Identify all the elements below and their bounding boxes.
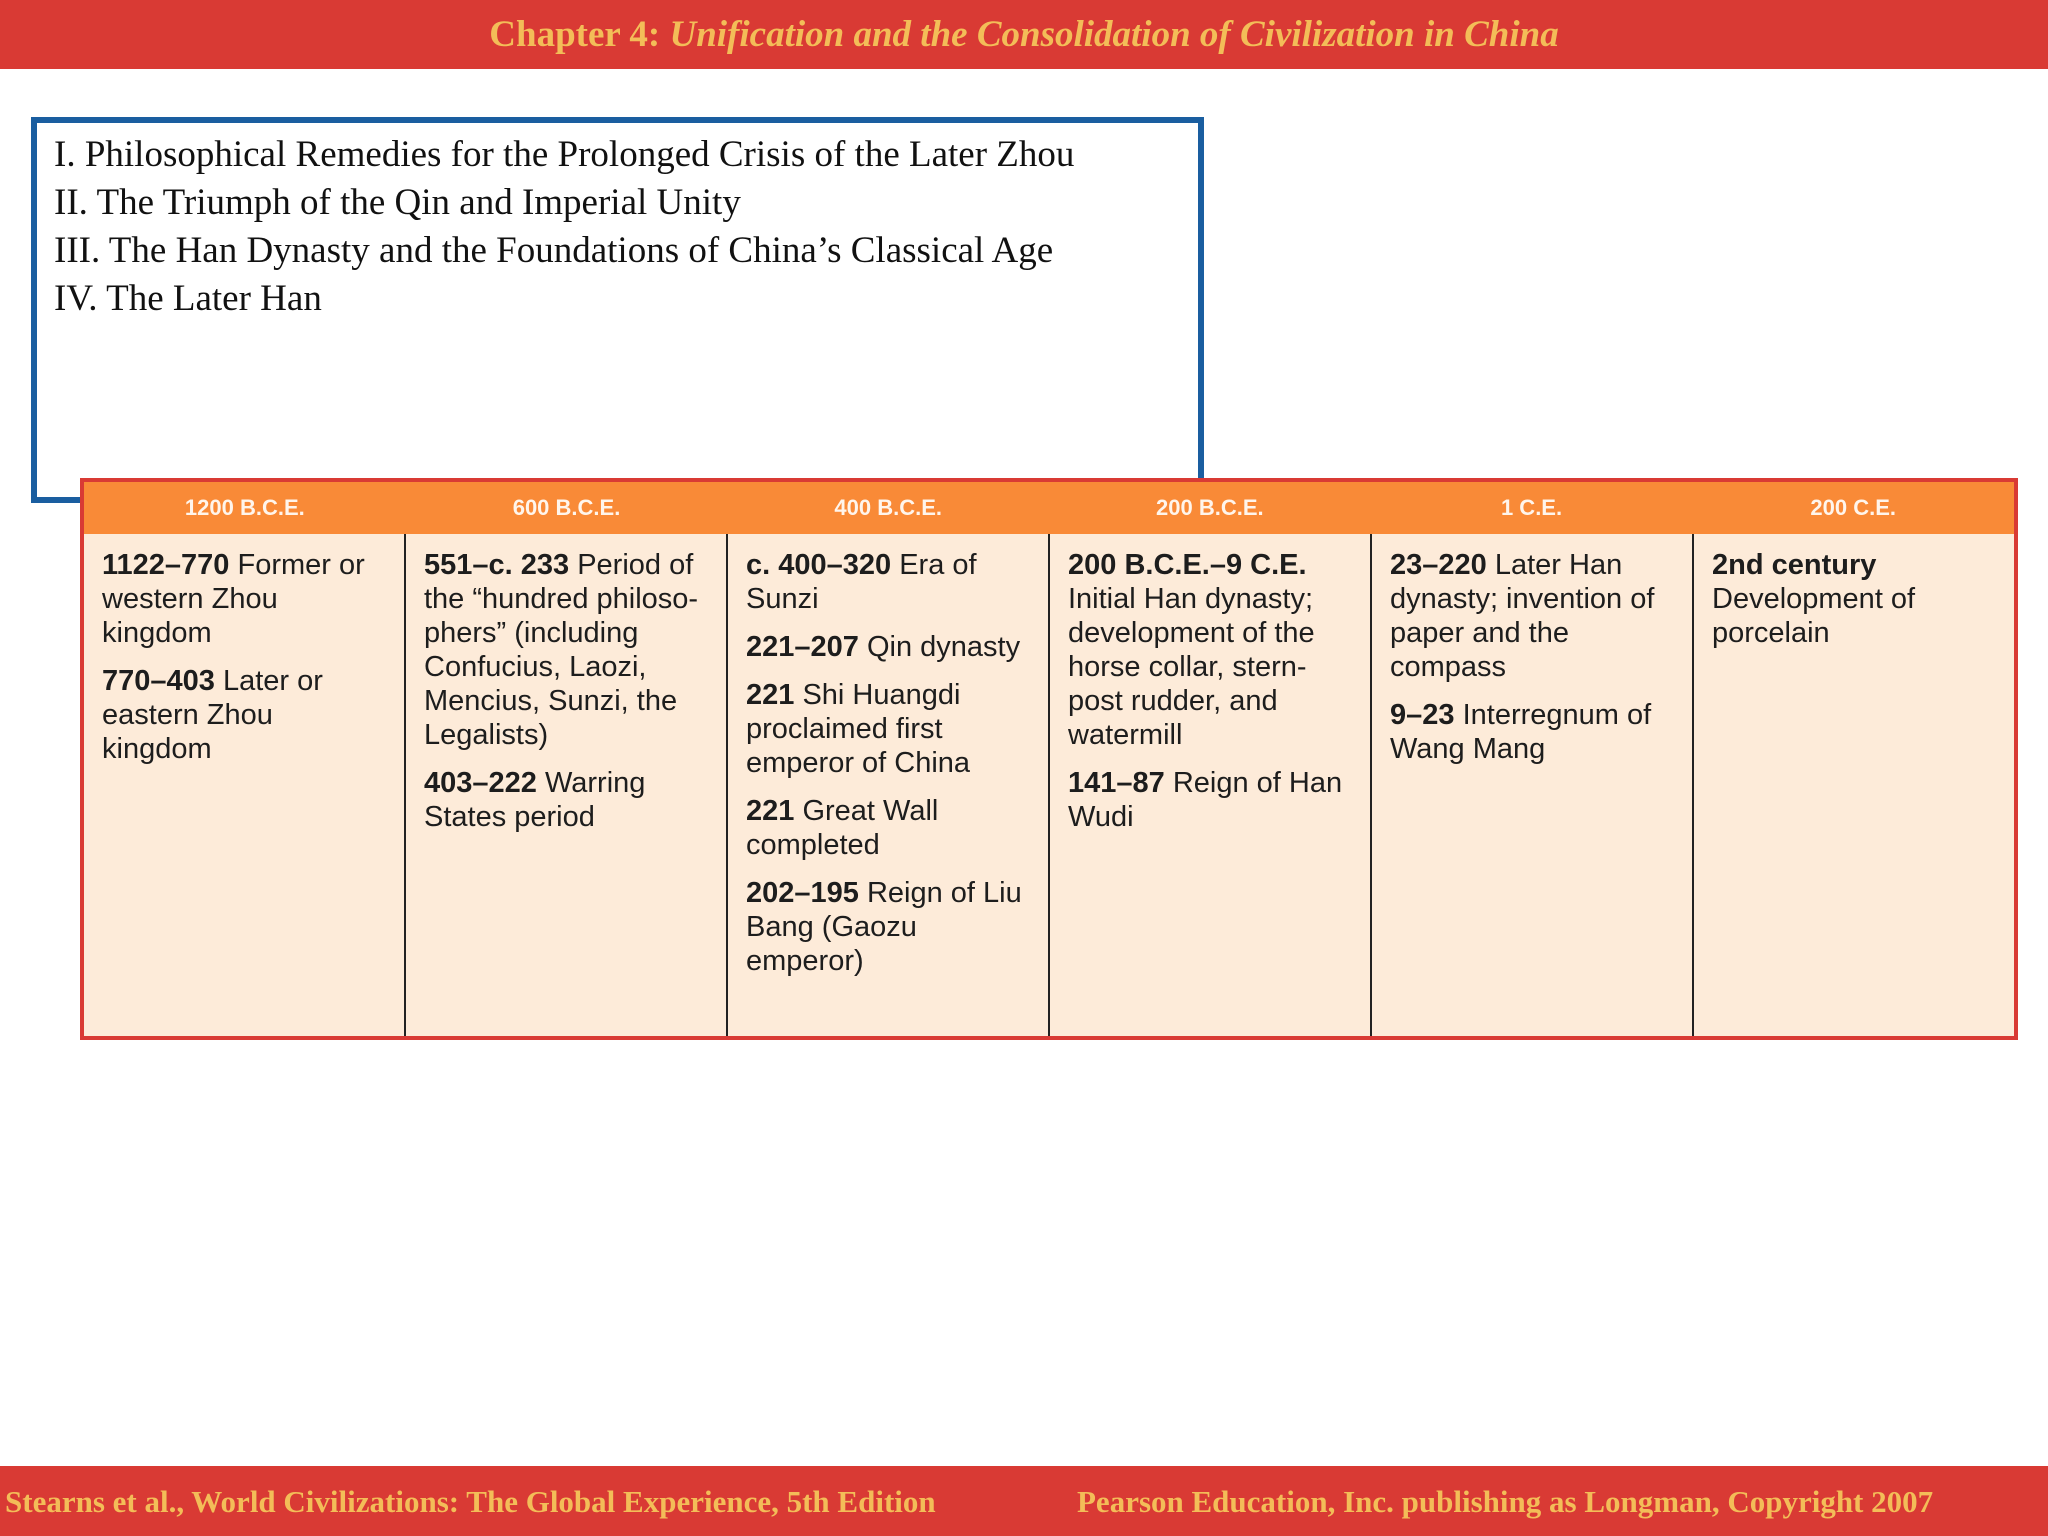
- timeline-column: [1692, 534, 2014, 1036]
- timeline-entry: [424, 766, 712, 834]
- outline-item-1: I. Philosophical Remedies for the Prolonged Crisis of the Later Zhou: [54, 134, 1075, 175]
- entry-year: 221–207: [746, 631, 859, 663]
- timeline-entry: [1068, 766, 1356, 834]
- timeline-entry: [746, 876, 1034, 978]
- entry-year: c. 400–320: [746, 549, 892, 581]
- entry-text: Qin dynasty: [858, 631, 1021, 663]
- entry-year: 9–23: [1390, 699, 1455, 731]
- timeline-column: [404, 534, 726, 1036]
- entry-year: 23–220: [1390, 549, 1487, 581]
- timeline-entry: [424, 548, 712, 752]
- timeline-entry: [1390, 698, 1678, 766]
- entry-year: 221: [746, 679, 795, 711]
- chapter-label: Chapter 4:: [489, 14, 661, 55]
- outline-item-3: III. The Han Dynasty and the Foundations of China’s Classical Age: [54, 230, 1054, 271]
- footer-citation: Stearns et al., World Civilizations: The Global Experience, 5th Edition: [5, 1484, 936, 1519]
- entry-text: Reign of Han Wudi: [1068, 767, 1343, 833]
- entry-year: 141–87: [1068, 767, 1165, 799]
- entry-year: 1122–770: [102, 549, 230, 581]
- timeline-table: [80, 478, 2018, 1040]
- timeline-column: [1048, 534, 1370, 1036]
- timeline-column: [1370, 534, 1692, 1036]
- slide-footer: [0, 1466, 2048, 1536]
- entry-text: Later Han dynasty; invention of paper and the compass: [1390, 549, 1655, 683]
- outline-item-2: II. The Triumph of the Qin and Imperial Unity: [54, 182, 741, 223]
- entry-text: Interregnum of Wang Mang: [1390, 699, 1652, 765]
- timeline-entry: [746, 630, 1034, 664]
- timeline-tick: 1200 B.C.E.: [184, 495, 305, 520]
- timeline-tick: 200 C.E.: [1810, 495, 1896, 520]
- entry-text: Former or western Zhou kingdom: [102, 549, 365, 649]
- entry-year: 2nd century: [1712, 549, 1877, 581]
- timeline-tick: 400 B.C.E.: [834, 495, 942, 520]
- timeline-tick: 200 B.C.E.: [1156, 495, 1264, 520]
- entry-text: Warring States period: [424, 767, 646, 833]
- timeline-column: [84, 534, 404, 1036]
- timeline-entry: [102, 664, 390, 766]
- entry-text: Reign of Liu Bang (Gaozu emperor): [746, 877, 1022, 977]
- timeline-tick: 600 B.C.E.: [512, 495, 621, 520]
- timeline-header-row: [84, 482, 2014, 534]
- timeline-entry: [1390, 548, 1678, 684]
- entry-year: 221: [746, 795, 795, 827]
- timeline-body: [84, 534, 2014, 1036]
- timeline-tick: 1 C.E.: [1500, 495, 1563, 520]
- timeline-entry: [746, 794, 1034, 862]
- entry-text: Period of the “hundred philoso-phers” (including Confucius, Laozi, Mencius, Sunzi, the Legalists): [424, 549, 699, 751]
- chapter-title: Unification and the Consolidation of Civilization in China: [669, 14, 1559, 55]
- entry-text: Great Wall completed: [746, 795, 939, 861]
- entry-year: 403–222: [424, 767, 537, 799]
- timeline-entry: [1712, 548, 2000, 650]
- entry-text: Initial Han dynasty; development of the horse collar, stern-post rudder, and watermill: [1068, 583, 1315, 751]
- entry-text: Era of Sunzi: [746, 549, 977, 615]
- timeline-entry: [746, 548, 1034, 616]
- timeline-entry: [1068, 548, 1356, 752]
- outline-item-4: IV. The Later Han: [54, 278, 322, 319]
- entry-text: Development of porcelain: [1712, 583, 1916, 649]
- entry-year: 551–c. 233: [424, 549, 570, 581]
- entry-text: Later or eastern Zhou kingdom: [102, 665, 323, 765]
- outline-list: [54, 131, 1074, 323]
- timeline-column: [726, 534, 1048, 1036]
- footer-copyright: Pearson Education, Inc. publishing as Longman, Copyright 2007: [1077, 1484, 1934, 1519]
- entry-year: 200 B.C.E.–9 C.E.: [1068, 549, 1307, 581]
- slide-header: [0, 0, 2048, 69]
- entry-text: Shi Huangdi proclaimed first emperor of China: [746, 679, 971, 779]
- entry-year: 202–195: [746, 877, 859, 909]
- timeline-entry: [102, 548, 390, 650]
- timeline-entry: [746, 678, 1034, 780]
- entry-year: 770–403: [102, 665, 215, 697]
